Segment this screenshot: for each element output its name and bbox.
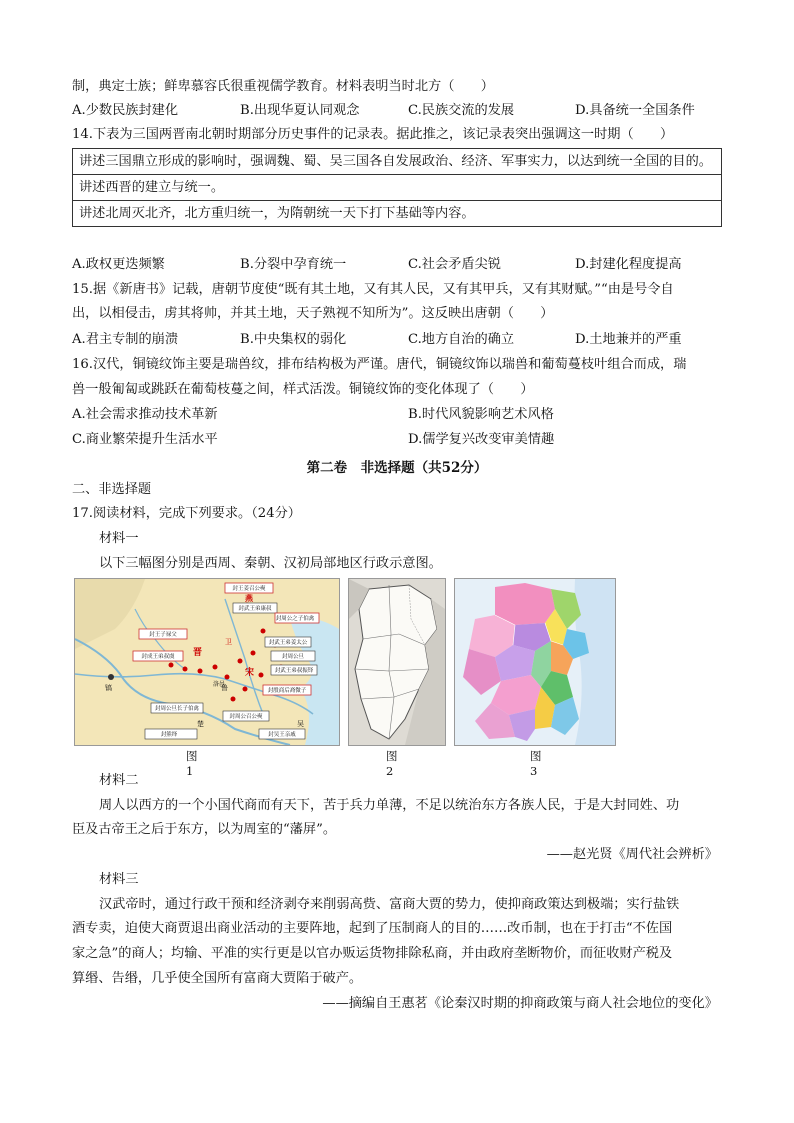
- fig1-label: 洛邑: [213, 681, 226, 688]
- material-2-line2: 臣及古帝王之后于东方，以为周室的“藩屏”。: [72, 822, 337, 837]
- figure-1-map: [74, 578, 340, 746]
- figure-1-caption: 图1: [186, 749, 198, 778]
- q16-options: [72, 406, 732, 450]
- fig1-label: 封周公旦: [281, 654, 304, 660]
- q13-option-a[interactable]: A.少数民族封建化: [72, 103, 179, 118]
- q16-option-a[interactable]: A.社会需求推动技术革新: [72, 407, 218, 422]
- figure-2-caption: 图2: [386, 749, 398, 778]
- material-3-line2: 酒专卖，迫使大商贾退出商业活动的主要阵地，起到了压制商人的目的……改币制，也在于打击“不佐国: [72, 921, 673, 936]
- fig1-label: 封熊绎: [160, 732, 178, 738]
- q15-option-c[interactable]: C.地方自治的确立: [408, 332, 515, 347]
- fig1-label: 楚: [197, 720, 204, 728]
- q16-stem-line2: 兽一般匍匐或跳跃在葡萄枝蔓之间，样式活泼。铜镜纹饰的变化体现了（ ）: [72, 382, 534, 397]
- q13-option-b[interactable]: B.出现华夏认同观念: [240, 103, 360, 118]
- fig1-label: 晋: [193, 648, 203, 658]
- q14-option-d[interactable]: D.封建化程度提高: [575, 257, 682, 272]
- fig1-label: 封周公旦长子伯禽: [154, 706, 199, 712]
- section-title: 第二卷 非选择题（共52分）: [306, 460, 488, 476]
- q16-option-b[interactable]: B.时代风貌影响艺术风格: [408, 407, 554, 422]
- figure-3-caption: 图3: [530, 749, 542, 778]
- q16-stem-line1: 16.汉代，铜镜纹饰主要是瑞兽纹，排布结构极为严谨。唐代，铜镜纹饰以瑞兽和葡萄蔓枝叶组合而成，瑞: [72, 357, 687, 372]
- q13-options: [72, 102, 732, 120]
- q15-stem-line1: 15.据《新唐书》记载，唐朝节度使“既有其土地，又有其人民，又有其甲兵，又有其财赋。”“由是号令自: [72, 282, 674, 297]
- q16-option-d[interactable]: D.儒学复兴改变审美情趣: [408, 432, 555, 447]
- q14-options: [72, 256, 732, 274]
- table-row: [73, 201, 722, 227]
- figure-2-map: [348, 578, 446, 746]
- q14-option-a[interactable]: A.政权更迭频繁: [72, 257, 165, 272]
- q14-option-c[interactable]: C.社会矛盾尖锐: [408, 257, 501, 272]
- fig1-label: 封王子禄父: [149, 632, 177, 638]
- material-3-line4: 算缗、告缗，几乎使全国所有富商大贾陷于破产。: [72, 971, 363, 986]
- q14-record-table: [72, 148, 722, 227]
- figure-3-map: [454, 578, 616, 746]
- early-han-fiefdom-map-icon: [455, 579, 615, 745]
- qin-commandery-map-icon: [349, 579, 445, 745]
- fig1-label: 封成王弟叔虞: [141, 654, 175, 660]
- material-3-line1: 汉武帝时，通过行政干预和经济剥夺来削弱高赀、富商大贾的势力，使抑商政策达到极端；实行盐铁: [99, 897, 680, 912]
- fig1-label: 镐: [105, 684, 112, 692]
- fig1-label: 封王姜召公奭: [232, 586, 266, 592]
- material-3-line3: 家之急”的商人；均输、平准的实行更是以官办贩运货物排除私商，并由政府垄断物价，而征收财产税及: [72, 946, 673, 961]
- q15-options: [72, 331, 732, 349]
- table-row: [73, 149, 722, 175]
- q15-stem-line2: 出，以相侵击，虏其将帅，并其土地，天子熟视不知所为”。这反映出唐朝（ ）: [72, 306, 554, 321]
- material-2-line1: 周人以西方的一个小国代商而有天下，苦于兵力单薄，不足以统治东方各族人民，于是大封同姓、功: [99, 798, 680, 813]
- fig1-label: 卫: [225, 638, 232, 646]
- material-2-source: ——赵光贤《周代社会辨析》: [546, 847, 718, 862]
- fig1-label: 封武王弟康叔: [238, 606, 272, 612]
- material-1-label: 材料一: [99, 531, 139, 546]
- fig1-label: 封武王弟叔振铎: [274, 668, 314, 674]
- table-cell: 讲述西晋的建立与统一。: [73, 175, 722, 201]
- table-cell: 讲述三国鼎立形成的影响时，强调魏、蜀、吴三国各自发展政治、经济、军事实力，以达到统一全国的目的。: [73, 149, 722, 175]
- q14-option-b[interactable]: B.分裂中孕育统一: [240, 257, 347, 272]
- q15-option-d[interactable]: D.土地兼并的严重: [575, 332, 682, 347]
- q13-option-c[interactable]: C.民族交流的发展: [408, 103, 515, 118]
- material-3-source: ——摘编自王惠茗《论秦汉时期的抑商政策与商人社会地位的变化》: [322, 996, 718, 1011]
- fig1-label: 封吴王亲戚: [268, 732, 296, 738]
- fig1-label: 封周公之子伯禽: [275, 616, 315, 622]
- material-2-label: 材料二: [99, 773, 139, 788]
- section-heading: 二、非选择题: [72, 482, 152, 497]
- fig1-label: 封武王弟姜太公: [268, 640, 308, 646]
- fig1-label: 封殷商后裔微子: [267, 688, 307, 694]
- fig1-label: 吴: [297, 720, 304, 728]
- q17-stem: 17.阅读材料，完成下列要求。（24分）: [72, 506, 301, 521]
- q13-stem-tail: 制，典定士族；鲜卑慕容氏很重视儒学教育。材料表明当时北方（ ）: [72, 79, 494, 94]
- table-cell: 讲述北周灭北齐，北方重归统一，为隋朝统一天下打下基础等内容。: [73, 201, 722, 227]
- q13-option-d[interactable]: D.具备统一全国条件: [575, 103, 695, 118]
- table-row: [73, 175, 722, 201]
- q15-option-b[interactable]: B.中央集权的弱化: [240, 332, 347, 347]
- q15-option-a[interactable]: A.君主专制的崩溃: [72, 332, 179, 347]
- material-1-text: 以下三幅图分别是西周、秦朝、汉初局部地区行政示意图。: [99, 556, 442, 571]
- fig1-label: 宋: [245, 668, 255, 678]
- fig1-label: 封周公召公奭: [229, 714, 263, 720]
- material-3-label: 材料三: [99, 872, 139, 887]
- q16-option-c[interactable]: C.商业繁荣提升生活水平: [72, 432, 218, 447]
- q14-stem: 14.下表为三国两晋南北朝时期部分历史事件的记录表。据此推之，该记录表突出强调这一时期（ ）: [72, 127, 674, 142]
- fig1-label: 鲁: [221, 684, 228, 692]
- fig1-label: 燕: [245, 593, 253, 603]
